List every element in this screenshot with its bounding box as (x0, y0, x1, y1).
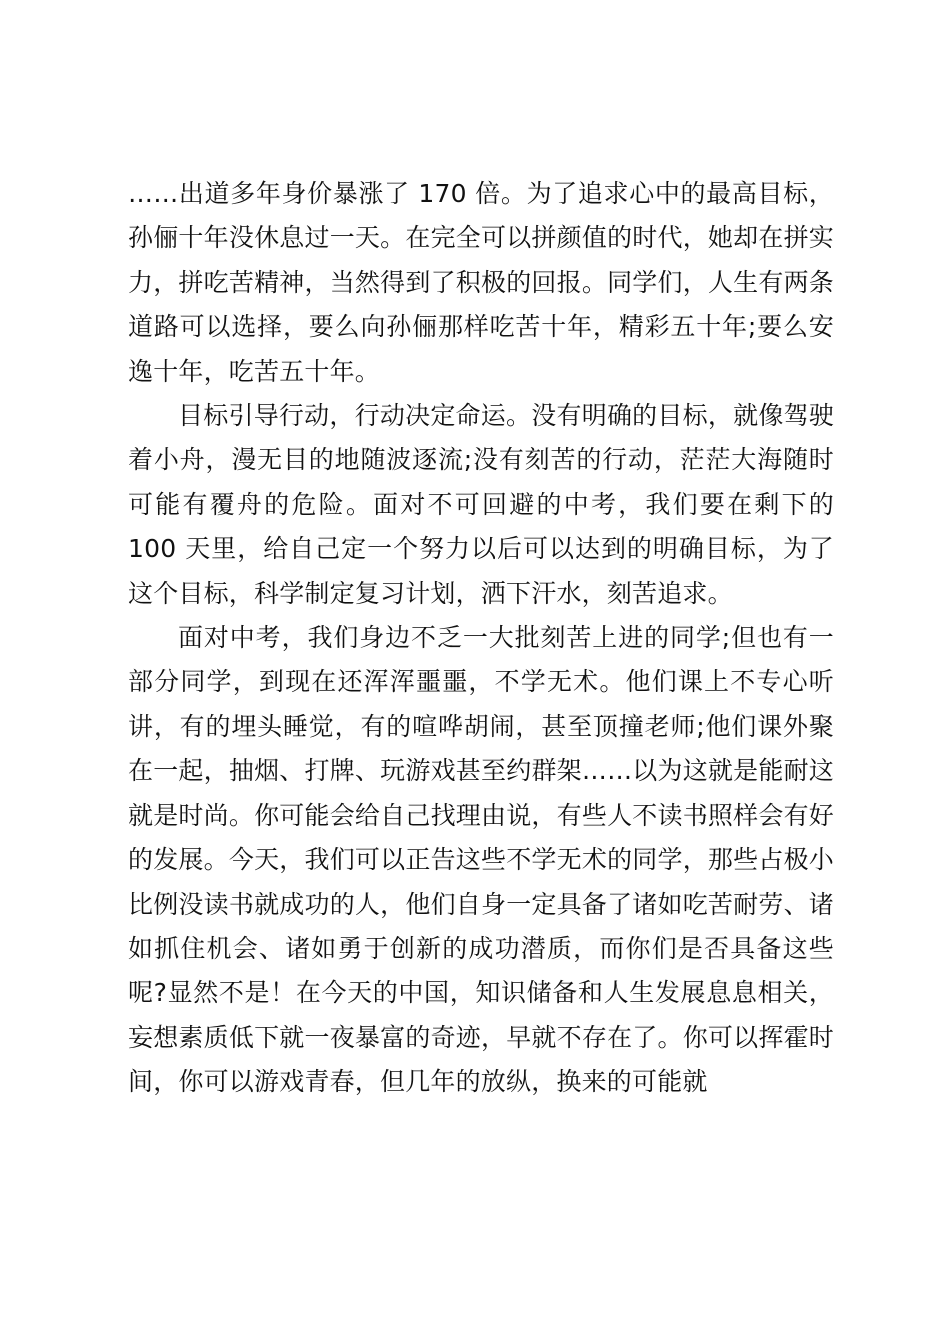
paragraph-1: ……出道多年身价暴涨了 170 倍。为了追求心中的最高目标，孙俪十年没休息过一天。在完全可以拼颜值的时代，她却在拼实力，拼吃苦精神，当然得到了积极的回报。同学们，人生有两条道路可以选择，要么向孙俪那样吃苦十年，精彩五十年;要么安逸十年，吃苦五十年。 (128, 179, 834, 386)
paragraph-2: 目标引导行动，行动决定命运。没有明确的目标，就像驾驶着小舟，漫无目的地随波逐流;没有刻苦的行动，茫茫大海随时可能有覆舟的危险。面对不可回避的中考，我们要在剩下的 100 天里，给自己定一个努力以后可以达到的明确目标，为了这个目标，科学制定复习计划，洒下汗水，刻苦追求。 (128, 401, 834, 608)
document-body (128, 172, 834, 1105)
paragraph-3: 面对中考，我们身边不乏一大批刻苦上进的同学;但也有一部分同学，到现在还浑浑噩噩，不学无术。他们课上不专心听讲，有的埋头睡觉，有的喧哗胡闹，甚至顶撞老师;他们课外聚在一起，抽烟、打牌、玩游戏甚至约群架……以为这就是能耐这就是时尚。你可能会给自己找理由说，有些人不读书照样会有好的发展。今天，我们可以正告这些不学无术的同学，那些占极小比例没读书就成功的人，他们自身一定具备了诸如吃苦耐劳、诸如抓住机会、诸如勇于创新的成功潜质，而你们是否具备这些呢?显然不是！在今天的中国，知识储备和人生发展息息相关，妄想素质低下就一夜暴富的奇迹，早就不存在了。你可以挥霍时间，你可以游戏青春，但几年的放纵，换来的可能就 (128, 623, 834, 1097)
